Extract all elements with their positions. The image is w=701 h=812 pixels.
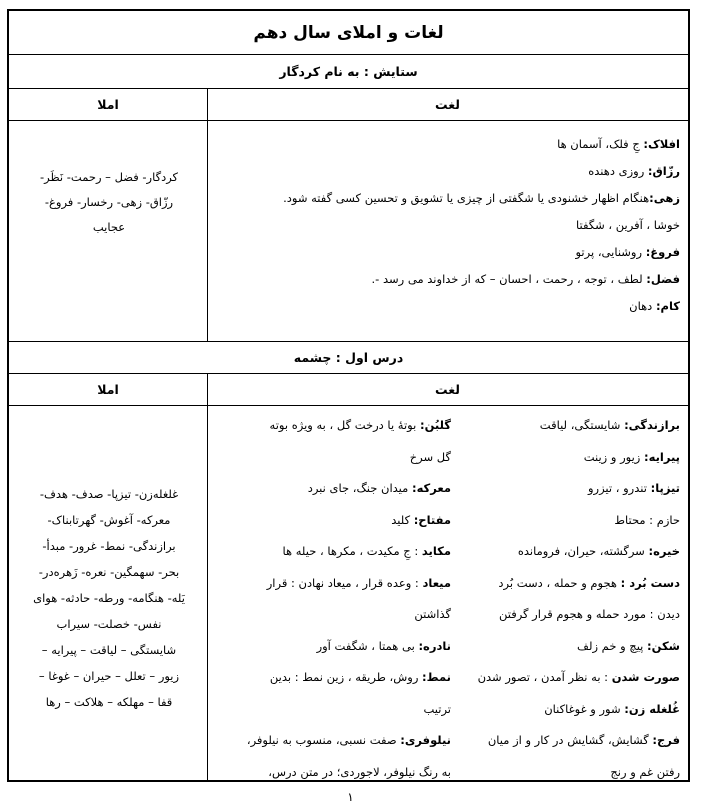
vocab-definition: روشنایی، پرتو (575, 245, 646, 259)
imla-line: یَله- هنگامه- ورطه- حادثه- هوای (33, 591, 185, 605)
vocab-entry (213, 293, 680, 320)
vocab-word: گلبُن: (419, 418, 451, 432)
vocab-entry (454, 473, 680, 505)
imla-line: رزّاق- زهی- رخسار- فروغ- (44, 195, 174, 209)
vocab-entry (213, 599, 451, 631)
vocab-definition: پیچ و خم زلف (577, 638, 648, 653)
vocab-definition: رفتن غم و رنج (610, 764, 680, 779)
vocab-definition: صفت نسبی، منسوب به نیلوفر، (246, 733, 401, 747)
vocab-entry (454, 505, 680, 537)
vocab-entry (213, 266, 680, 293)
vocab-entry (454, 536, 680, 568)
vocab-word: رزّاق: (647, 164, 680, 178)
vocab-definition: حازم : محتاط (614, 512, 680, 527)
vocab-definition: گل سرخ (409, 449, 451, 464)
imla-line: برازندگی- نمط- غرور- مبدأ- (42, 539, 176, 553)
vocab-entry (213, 239, 680, 266)
vocab-entry (213, 631, 451, 663)
vocab-word: دست بُرد : (620, 575, 680, 590)
vocab-word: برازندگی: (624, 418, 680, 432)
column-divider (207, 89, 208, 342)
vocab-definition: : جِ مکیدت ، مکرها ، حیله ها (282, 544, 422, 558)
vocab-definition: زیور و زینت (583, 449, 644, 464)
imla-line: عجایب (92, 220, 126, 234)
section2-right-entries (454, 410, 680, 788)
vocab-entry (213, 185, 680, 212)
vocab-word: فضل: (646, 272, 680, 286)
vocab-word: صورت شدن (611, 670, 680, 684)
vocab-definition: جِ فلک، آسمان ها (557, 137, 644, 151)
vocab-word: تیزپا: (650, 481, 680, 495)
vocab-entry (454, 757, 680, 789)
vocab-definition: سرگشته، حیران، فرومانده (517, 544, 649, 558)
vocab-definition: : به نظر آمدن ، تصور شدن (477, 670, 612, 684)
vocab-word: نیلوفری: (400, 733, 451, 747)
vocab-entry (213, 158, 680, 185)
section1-heading: ستایش : به نام کردگار (9, 55, 688, 89)
imla-line: معرکه- آغوش- گهرتابناک- (47, 513, 171, 527)
vocab-word: نمط: (422, 670, 451, 684)
vocab-definition: بوتهٔ یا درخت گل ، به ویژه بوته (269, 418, 420, 432)
vocab-word: مفتاح: (413, 512, 451, 527)
section2-lughat-header: لغت (435, 382, 460, 397)
page-title: لغات و املای سال دهم (9, 11, 688, 55)
vocab-definition: روزی دهنده (588, 164, 648, 178)
imla-line: بحر- سهمگین- نعره- زَهره‌در- (38, 565, 180, 579)
vocab-definition: هنگام اظهار خشنودی یا شگفتی از چیزی یا تشویق و تحسین کسی گفته شود. (283, 191, 650, 205)
imla-line: قفا – مهلکه – هلاکت – رها (45, 695, 173, 709)
section1-imla (13, 165, 205, 240)
section2-imla-header: املا (97, 382, 119, 397)
vocab-word: میعاد (422, 575, 451, 590)
vocab-table (7, 9, 690, 782)
vocab-word: غُلغله زن: (624, 701, 680, 716)
vocab-entry (454, 631, 680, 663)
section1-body (9, 121, 688, 342)
vocab-definition: شایستگی، لیاقت (539, 418, 625, 432)
vocab-entry (454, 568, 680, 600)
vocab-entry (454, 599, 680, 631)
vocab-entry (454, 694, 680, 726)
section2-heading: درس اول : چشمه (9, 342, 688, 374)
section1-header-row (9, 89, 688, 121)
section1-entries (213, 131, 680, 320)
section2-body (9, 406, 688, 780)
vocab-definition: بی همتا ، شگفت آور (316, 638, 419, 653)
vocab-entry (213, 410, 451, 442)
vocab-word: فرج: (652, 733, 680, 747)
vocab-entry (213, 568, 451, 600)
vocab-word: نادره: (418, 638, 451, 653)
vocab-definition: لطف ، توجه ، رحمت ، احسان – که از خداوند می رسد -. (371, 272, 647, 286)
imla-line: شایستگی – لیاقت – پیرایه – (41, 643, 177, 657)
vocab-definition: خوشا ، آفرین ، شگفتا (575, 218, 680, 232)
vocab-entry (213, 662, 451, 694)
vocab-definition: دهان (629, 299, 656, 313)
section2-header-row (9, 374, 688, 406)
vocab-definition: گشایش، گشایش در کار و از میان (487, 733, 653, 747)
vocab-definition: دیدن : مورد حمله و هجوم قرار گرفتن (498, 607, 680, 621)
vocab-definition: کلید (391, 512, 414, 527)
vocab-entry (213, 505, 451, 537)
vocab-word: خیره: (648, 544, 680, 558)
vocab-definition: تندرو ، تیزرو (587, 481, 651, 495)
vocab-word: شکن: (647, 638, 680, 653)
vocab-definition: شور و غوغاکنان (544, 701, 625, 716)
vocab-entry (213, 442, 451, 474)
imla-line: غلغله‌زن- تیزپا- صدف- هدف- (39, 487, 179, 501)
vocab-entry (454, 662, 680, 694)
vocab-definition: ترتیب (423, 701, 451, 716)
vocab-entry (454, 725, 680, 757)
vocab-entry (213, 131, 680, 158)
imla-line: نفس- خصلت- سیراب (56, 617, 162, 631)
page-number: ۱ (347, 790, 354, 804)
imla-line: کردگار- فضل – رحمت- نَظَر- (39, 170, 179, 184)
vocab-entry (454, 442, 680, 474)
section2-left-entries (213, 410, 451, 788)
vocab-entry (213, 212, 680, 239)
vocab-definition: هجوم و حمله ، دست بُرد (498, 575, 621, 590)
vocab-definition: روش، طریقه ، زین نمط : بدین (269, 670, 423, 684)
vocab-entry (213, 473, 451, 505)
column-divider (207, 374, 208, 780)
vocab-word: مکاید (421, 544, 451, 558)
vocab-word: افلاک: (643, 137, 680, 151)
vocab-definition: گذاشتن (414, 607, 451, 621)
vocab-entry (213, 757, 451, 789)
vocab-word: معرکه: (411, 481, 451, 495)
vocab-word: کام: (655, 299, 680, 313)
vocab-entry (213, 725, 451, 757)
section1-imla-header: املا (97, 97, 119, 112)
section1-lughat-header: لغت (435, 97, 460, 112)
vocab-definition: : وعده قرار ، میعاد نهادن : قرار (266, 575, 423, 590)
vocab-definition: میدان جنگ، جای نبرد (307, 481, 412, 495)
vocab-entry (454, 410, 680, 442)
imla-line: زیور – تعلل – حیران – غوغا – (38, 669, 180, 683)
vocab-word: پیرایه: (644, 449, 680, 464)
section2-imla (13, 481, 205, 715)
vocab-entry (213, 536, 451, 568)
vocab-entry (213, 694, 451, 726)
vocab-word: زهی: (649, 191, 680, 205)
vocab-word: فروغ: (645, 245, 680, 259)
vocab-definition: به رنگ نیلوفر، لاجوردی؛ در متن درس، (268, 764, 451, 779)
